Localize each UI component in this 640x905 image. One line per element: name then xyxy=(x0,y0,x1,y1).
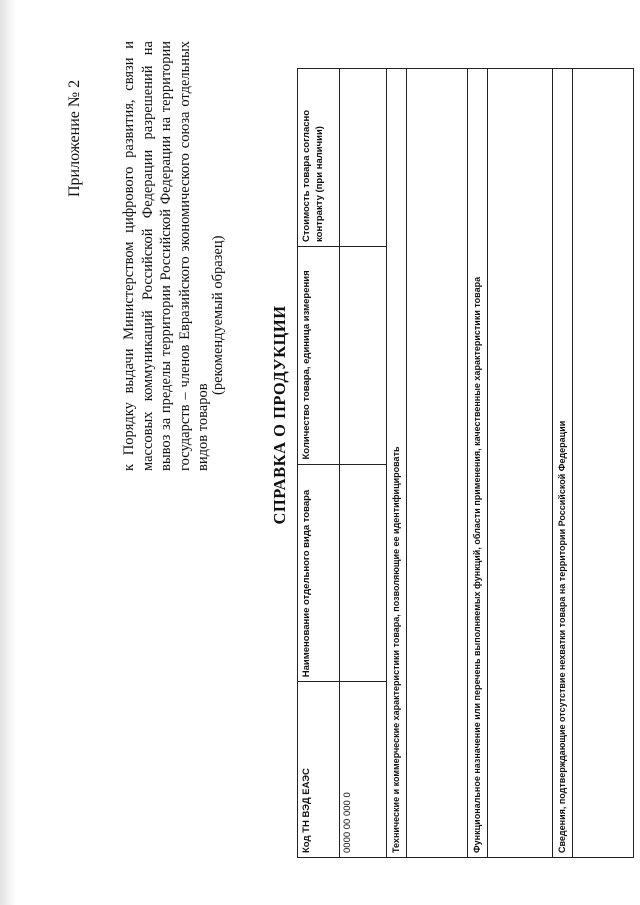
cell-contract-value xyxy=(340,69,387,247)
blank-entry-row xyxy=(407,69,468,858)
cell-quantity-unit xyxy=(340,246,387,464)
blank-cell xyxy=(407,69,468,858)
blank-entry-row xyxy=(573,69,634,858)
cell-tnved-code: 0000 00 000 0 xyxy=(340,682,387,858)
section-heading-row xyxy=(468,69,488,858)
blank-cell xyxy=(573,69,634,858)
product-info-table xyxy=(297,68,634,858)
section-heading-row xyxy=(553,69,573,858)
cell-product-name xyxy=(340,464,387,682)
document-title: СПРАВКА О ПРОДУКЦИИ xyxy=(270,305,289,525)
section-no-shortage-evidence: Сведения, подтверждающие отсутствие нехватки товара на территории Российской Федерации xyxy=(553,69,573,858)
table-row xyxy=(340,69,387,858)
header-contract-value: Стоимость товара согласно контракту (при наличии) xyxy=(298,69,340,247)
header-quantity-unit: Количество товара, единица измерения xyxy=(298,246,340,464)
blank-cell xyxy=(488,69,553,858)
header-product-name: Наименование отдельного вида товара xyxy=(298,464,340,682)
sample-label: (рекомендуемый образец) xyxy=(210,235,226,395)
section-technical-characteristics: Технические и коммерческие характеристики товара, позволяющие ее идентифицировать xyxy=(387,69,407,858)
blank-entry-row xyxy=(488,69,553,858)
order-reference-text: к Порядку выдачи Министерством цифрового развития, связи и массовых коммуникаций Российской Федерации разрешений на вывоз за пределы территории Российской Федерации на территории государств – членов Евразийского экономического союза отдельных видов товаров xyxy=(121,41,211,471)
header-tnved-code: Код ТН ВЭД ЕАЭС xyxy=(298,682,340,858)
appendix-label: Приложение № 2 xyxy=(66,79,83,197)
section-functional-purpose: Функциональное назначение или перечень выполняемых функций, области применения, качественные характеристики товара xyxy=(468,69,488,858)
section-heading-row xyxy=(387,69,407,858)
table-header-row xyxy=(298,69,340,858)
